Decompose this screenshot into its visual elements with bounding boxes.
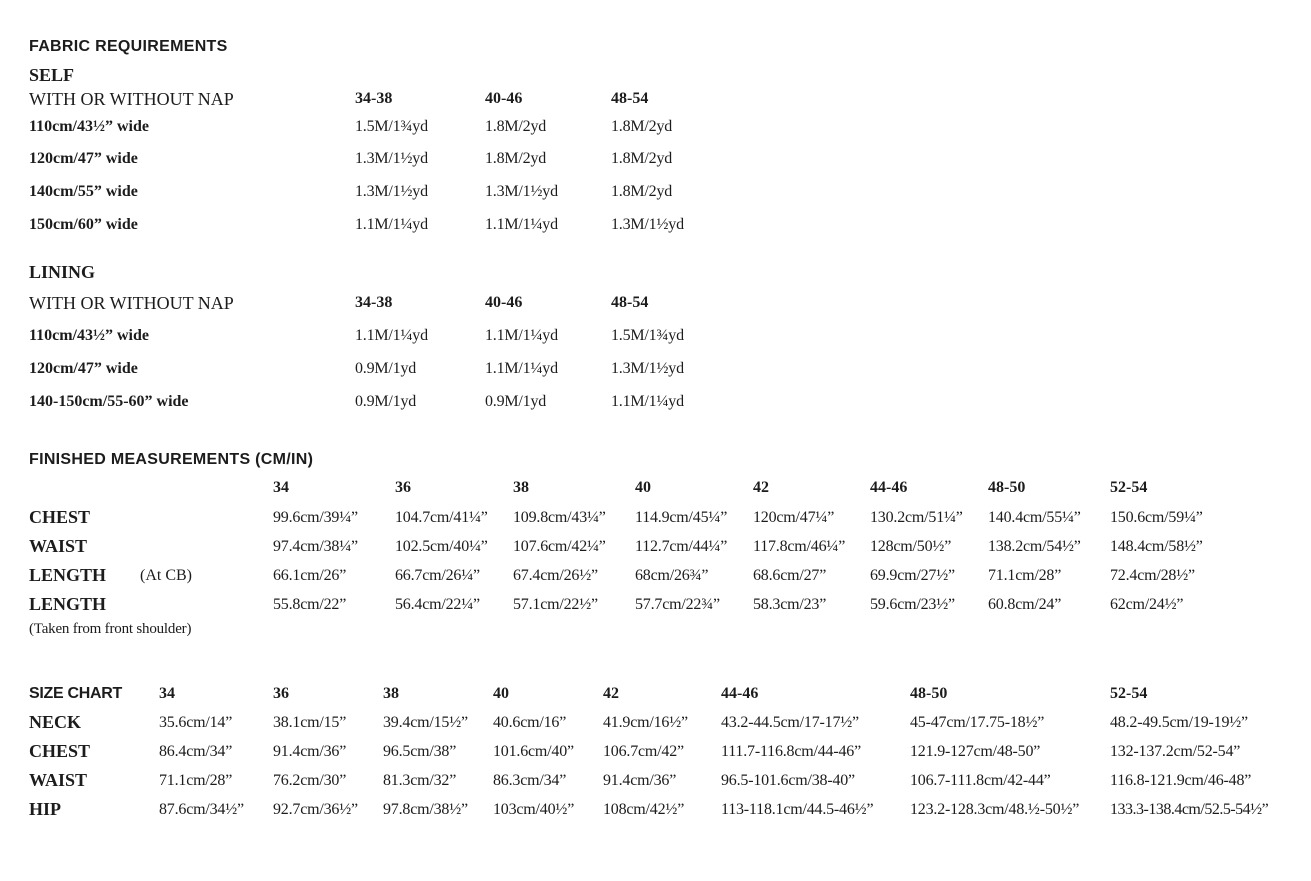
- measurement-value: 128cm/50½”: [870, 538, 952, 555]
- size-chart-label: WAIST: [29, 770, 88, 790]
- lining-size-header: 34-38: [355, 294, 393, 311]
- self-nap-label: WITH OR WITHOUT NAP: [29, 89, 234, 109]
- yardage-value: 1.8M/2yd: [611, 118, 673, 135]
- measurement-value: 117.8cm/46¼”: [753, 538, 846, 555]
- size-chart-value: 106.7cm/42”: [603, 743, 684, 760]
- size-header: 52-54: [1110, 685, 1148, 702]
- measurement-value: 138.2cm/54½”: [988, 538, 1081, 555]
- fabric-requirements-title: FABRIC REQUIREMENTS: [29, 38, 228, 55]
- lining-nap-label: WITH OR WITHOUT NAP: [29, 293, 234, 313]
- measurement-value: 130.2cm/51¼”: [870, 509, 963, 526]
- measurement-value: 71.1cm/28”: [988, 567, 1062, 584]
- measurement-value: 102.5cm/40¼”: [395, 538, 488, 555]
- yardage-value: 1.1M/1¼yd: [355, 327, 428, 344]
- size-header: 36: [273, 685, 289, 702]
- size-chart-value: 81.3cm/32”: [383, 772, 457, 789]
- self-size-header: 48-54: [611, 90, 649, 107]
- fabric-width-label: 110cm/43½” wide: [29, 118, 149, 135]
- measurement-value: 107.6cm/42¼”: [513, 538, 606, 555]
- measurement-value: 112.7cm/44¼”: [635, 538, 728, 555]
- measurement-value: 55.8cm/22”: [273, 596, 347, 613]
- measurement-value: 58.3cm/23”: [753, 596, 827, 613]
- measurement-value: 57.1cm/22½”: [513, 596, 598, 613]
- measurement-value: 66.1cm/26”: [273, 567, 347, 584]
- measurement-value: 99.6cm/39¼”: [273, 509, 358, 526]
- size-chart-value: 113-118.1cm/44.5-46½”: [721, 801, 874, 818]
- size-chart-value: 96.5-101.6cm/38-40”: [721, 772, 855, 789]
- finished-measurements-title: FINISHED MEASUREMENTS (CM/IN): [29, 451, 314, 468]
- yardage-value: 1.8M/2yd: [611, 150, 673, 167]
- yardage-value: 1.1M/1¼yd: [485, 327, 558, 344]
- measurement-value: 67.4cm/26½”: [513, 567, 598, 584]
- size-header: 44-46: [870, 479, 908, 496]
- size-header: 38: [513, 479, 529, 496]
- measurement-value: 66.7cm/26¼”: [395, 567, 480, 584]
- measurement-label: WAIST: [29, 536, 88, 556]
- measurement-value: 104.7cm/41¼”: [395, 509, 488, 526]
- yardage-value: 0.9M/1yd: [485, 393, 547, 410]
- size-chart-value: 76.2cm/30”: [273, 772, 347, 789]
- size-chart-value: 123.2-128.3cm/48.½-50½”: [910, 801, 1080, 818]
- yardage-value: 0.9M/1yd: [355, 393, 417, 410]
- fabric-width-label: 140-150cm/55-60” wide: [29, 393, 189, 410]
- size-chart-value: 103cm/40½”: [493, 801, 575, 818]
- size-header: 48-50: [910, 685, 948, 702]
- yardage-value: 1.1M/1¼yd: [611, 393, 684, 410]
- size-chart-label: HIP: [29, 799, 62, 819]
- size-header: 36: [395, 479, 411, 496]
- lining-size-header: 48-54: [611, 294, 649, 311]
- lining-section-label: LINING: [29, 262, 96, 282]
- size-header: 40: [635, 479, 651, 496]
- measurement-value: 68cm/26¾”: [635, 567, 709, 584]
- fabric-width-label: 150cm/60” wide: [29, 216, 138, 233]
- self-size-header: 40-46: [485, 90, 523, 107]
- yardage-value: 0.9M/1yd: [355, 360, 417, 377]
- measurement-value: 69.9cm/27½”: [870, 567, 955, 584]
- size-chart-value: 35.6cm/14”: [159, 714, 233, 731]
- size-chart-value: 106.7-111.8cm/42-44”: [910, 772, 1051, 789]
- measurement-value: 120cm/47¼”: [753, 509, 835, 526]
- size-chart-value: 108cm/42½”: [603, 801, 685, 818]
- size-chart-value: 43.2-44.5cm/17-17½”: [721, 714, 859, 731]
- size-chart-value: 96.5cm/38”: [383, 743, 457, 760]
- size-header: 34: [159, 685, 175, 702]
- size-chart-value: 111.7-116.8cm/44-46”: [721, 743, 861, 760]
- measurement-value: 57.7cm/22¾”: [635, 596, 720, 613]
- measurement-label: CHEST: [29, 507, 91, 527]
- size-chart-value: 121.9-127cm/48-50”: [910, 743, 1041, 760]
- fabric-width-label: 120cm/47” wide: [29, 150, 138, 167]
- size-chart-value: 71.1cm/28”: [159, 772, 233, 789]
- size-chart-value: 40.6cm/16”: [493, 714, 567, 731]
- yardage-value: 1.8M/2yd: [611, 183, 673, 200]
- measurement-value: 114.9cm/45¼”: [635, 509, 728, 526]
- size-header: 48-50: [988, 479, 1026, 496]
- size-header: 34: [273, 479, 289, 496]
- length-note: (Taken from front shoulder): [29, 621, 192, 637]
- size-chart-value: 41.9cm/16½”: [603, 714, 688, 731]
- size-chart-value: 116.8-121.9cm/46-48”: [1110, 772, 1252, 789]
- size-header: 38: [383, 685, 399, 702]
- size-chart-value: 92.7cm/36½”: [273, 801, 358, 818]
- yardage-value: 1.8M/2yd: [485, 118, 547, 135]
- measurement-value: 72.4cm/28½”: [1110, 567, 1195, 584]
- fabric-width-label: 110cm/43½” wide: [29, 327, 149, 344]
- yardage-value: 1.3M/1½yd: [485, 183, 558, 200]
- size-chart-value: 91.4cm/36”: [273, 743, 347, 760]
- measurement-value: 60.8cm/24”: [988, 596, 1062, 613]
- measurement-value: 140.4cm/55¼”: [988, 509, 1081, 526]
- size-chart-label: CHEST: [29, 741, 91, 761]
- size-chart-value: 45-47cm/17.75-18½”: [910, 714, 1045, 731]
- measurement-label: LENGTH: [29, 594, 107, 614]
- size-chart-value: 39.4cm/15½”: [383, 714, 468, 731]
- self-size-header: 34-38: [355, 90, 393, 107]
- yardage-value: 1.1M/1¼yd: [355, 216, 428, 233]
- yardage-value: 1.3M/1½yd: [611, 360, 684, 377]
- size-chart-value: 86.4cm/34”: [159, 743, 233, 760]
- yardage-value: 1.3M/1½yd: [611, 216, 684, 233]
- yardage-value: 1.5M/1¾yd: [355, 118, 428, 135]
- size-chart-value: 133.3-138.4cm/52.5-54½”: [1110, 801, 1269, 818]
- measurement-value: 68.6cm/27”: [753, 567, 827, 584]
- measurement-value: 109.8cm/43¼”: [513, 509, 606, 526]
- yardage-value: 1.1M/1¼yd: [485, 360, 558, 377]
- size-chart-title: SIZE CHART: [29, 685, 123, 702]
- size-chart-value: 86.3cm/34”: [493, 772, 567, 789]
- measurement-value: 62cm/24½”: [1110, 596, 1184, 613]
- yardage-value: 1.3M/1½yd: [355, 150, 428, 167]
- size-header: 42: [603, 685, 619, 702]
- measurement-value: 56.4cm/22¼”: [395, 596, 480, 613]
- yardage-value: 1.1M/1¼yd: [485, 216, 558, 233]
- fabric-width-label: 120cm/47” wide: [29, 360, 138, 377]
- lining-size-header: 40-46: [485, 294, 523, 311]
- size-chart-value: 48.2-49.5cm/19-19½”: [1110, 714, 1248, 731]
- size-chart-value: 38.1cm/15”: [273, 714, 347, 731]
- size-header: 40: [493, 685, 509, 702]
- size-header: 52-54: [1110, 479, 1148, 496]
- measurement-value: 97.4cm/38¼”: [273, 538, 358, 555]
- size-chart-value: 97.8cm/38½”: [383, 801, 468, 818]
- size-chart-value: 132-137.2cm/52-54”: [1110, 743, 1241, 760]
- size-chart-value: 91.4cm/36”: [603, 772, 677, 789]
- yardage-value: 1.3M/1½yd: [355, 183, 428, 200]
- size-chart-value: 101.6cm/40”: [493, 743, 574, 760]
- measurement-label: LENGTH: [29, 565, 107, 585]
- measurement-value: 150.6cm/59¼”: [1110, 509, 1203, 526]
- size-header: 44-46: [721, 685, 759, 702]
- fabric-width-label: 140cm/55” wide: [29, 183, 138, 200]
- size-chart-label: NECK: [29, 712, 82, 732]
- self-section-label: SELF: [29, 65, 75, 85]
- yardage-value: 1.5M/1¾yd: [611, 327, 684, 344]
- yardage-value: 1.8M/2yd: [485, 150, 547, 167]
- size-chart-value: 87.6cm/34½”: [159, 801, 244, 818]
- size-header: 42: [753, 479, 769, 496]
- measurement-qualifier: (At CB): [140, 567, 192, 584]
- measurement-value: 148.4cm/58½”: [1110, 538, 1203, 555]
- measurement-value: 59.6cm/23½”: [870, 596, 955, 613]
